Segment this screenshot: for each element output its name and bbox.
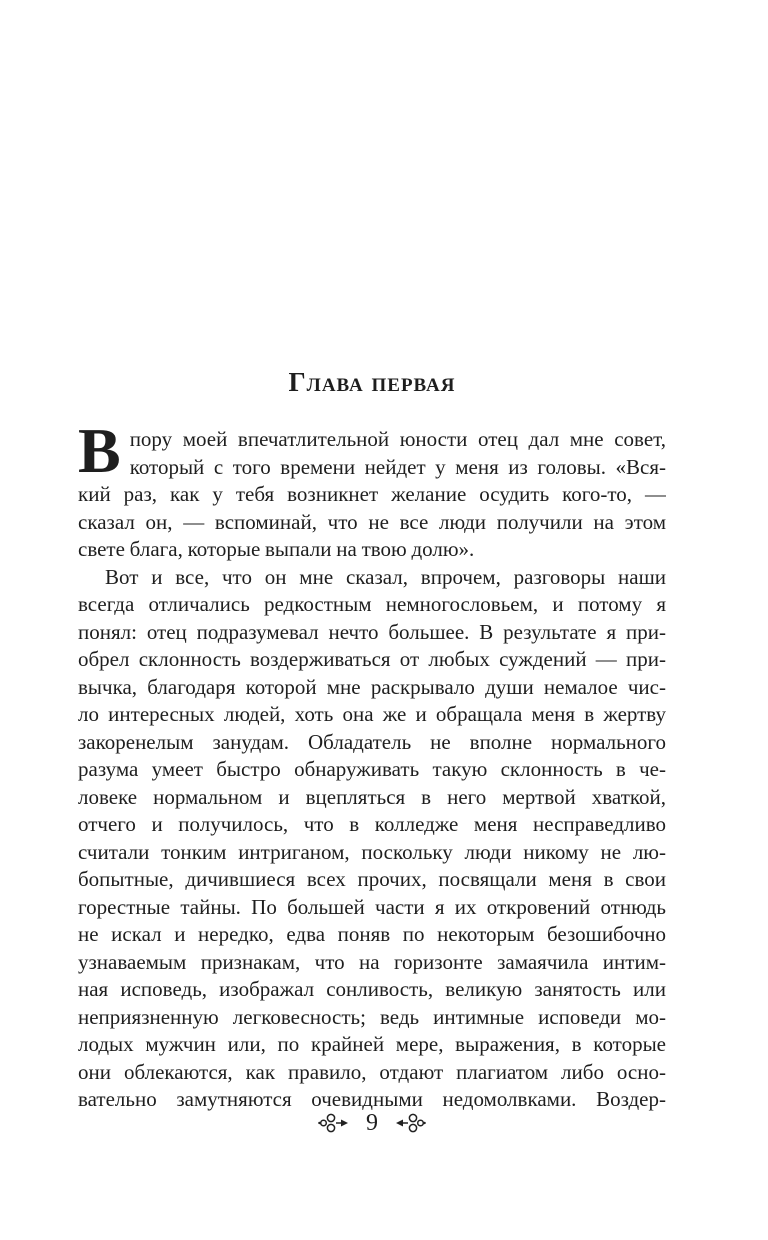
page-footer — [78, 1106, 666, 1140]
chapter-heading: Глава первая — [288, 367, 456, 397]
text-line: пору моей впечатлительной юности отец дал мне совет, — [129, 427, 666, 451]
text-line: вательно замутняются очевидными недомолвками. Воздер- — [78, 1087, 666, 1111]
text-line: вычка, благодаря которой мне раскрывало души немалое чис- — [78, 674, 666, 699]
fleuron-right-icon — [396, 1112, 426, 1134]
text-line: кий раз, как у тебя возникнет желание осудить кого-то, — — [78, 482, 666, 506]
text-line: ло интересных людей, хоть она же и обращала меня в жертву — [78, 702, 666, 726]
text-line: понял: отец подразумевал нечто большее. В результате я при- — [78, 619, 666, 644]
text-line: ная исповедь, изображал сонливость, великую занятость или — [78, 977, 666, 1001]
paragraph-second — [78, 564, 666, 1114]
text-block — [78, 415, 666, 1114]
text-line: они облекаются, как правило, отдают плагиатом либо осно- — [78, 1059, 666, 1084]
drop-cap: В — [78, 415, 121, 486]
text-line: который с того времени нейдет у меня из головы. «Вся- — [129, 454, 666, 479]
text-line: отчего и получилось, что в колледже меня несправедливо — [78, 812, 666, 836]
text-line: не искал и нередко, едва поняв по некоторым безошибочно — [78, 922, 666, 946]
page-number: 9 — [366, 1110, 378, 1137]
text-line: горестные тайны. По большей части я их откровений отнюдь — [78, 894, 666, 919]
paragraph-first — [78, 415, 666, 564]
fleuron-left-icon — [318, 1112, 348, 1134]
text-line: сказал он, — вспоминай, что не все люди получили на этом — [78, 509, 666, 534]
text-line: обрел склонность воздерживаться от любых суждений — при- — [78, 647, 666, 671]
text-line: лодых мужчин или, по крайней мере, выражения, в которые — [78, 1032, 666, 1056]
text-line: Вот и все, что он мне сказал, впрочем, разговоры наши — [105, 564, 666, 589]
text-line: неприязненную легковесность; ведь интимные исповеди мо- — [78, 1004, 666, 1029]
text-line: ловеке нормальном и вцепляться в него мертвой хваткой, — [78, 784, 666, 809]
text-line: свете блага, которые выпали на твою долю». — [78, 537, 475, 561]
text-line: разума умеет быстро обнаруживать такую склонность в че- — [78, 757, 666, 781]
text-line: узнаваемым признакам, что на горизонте замаячила интим- — [78, 949, 666, 974]
text-line: всегда отличались редкостным немногословьем, и потому я — [78, 592, 666, 616]
text-line: закоренелым занудам. Обладатель не вполне нормального — [78, 729, 666, 754]
text-line: бопытные, дичившиеся всех прочих, посвящали меня в свои — [78, 867, 666, 891]
text-line: считали тонким интриганом, поскольку люди никому не лю- — [78, 839, 666, 864]
